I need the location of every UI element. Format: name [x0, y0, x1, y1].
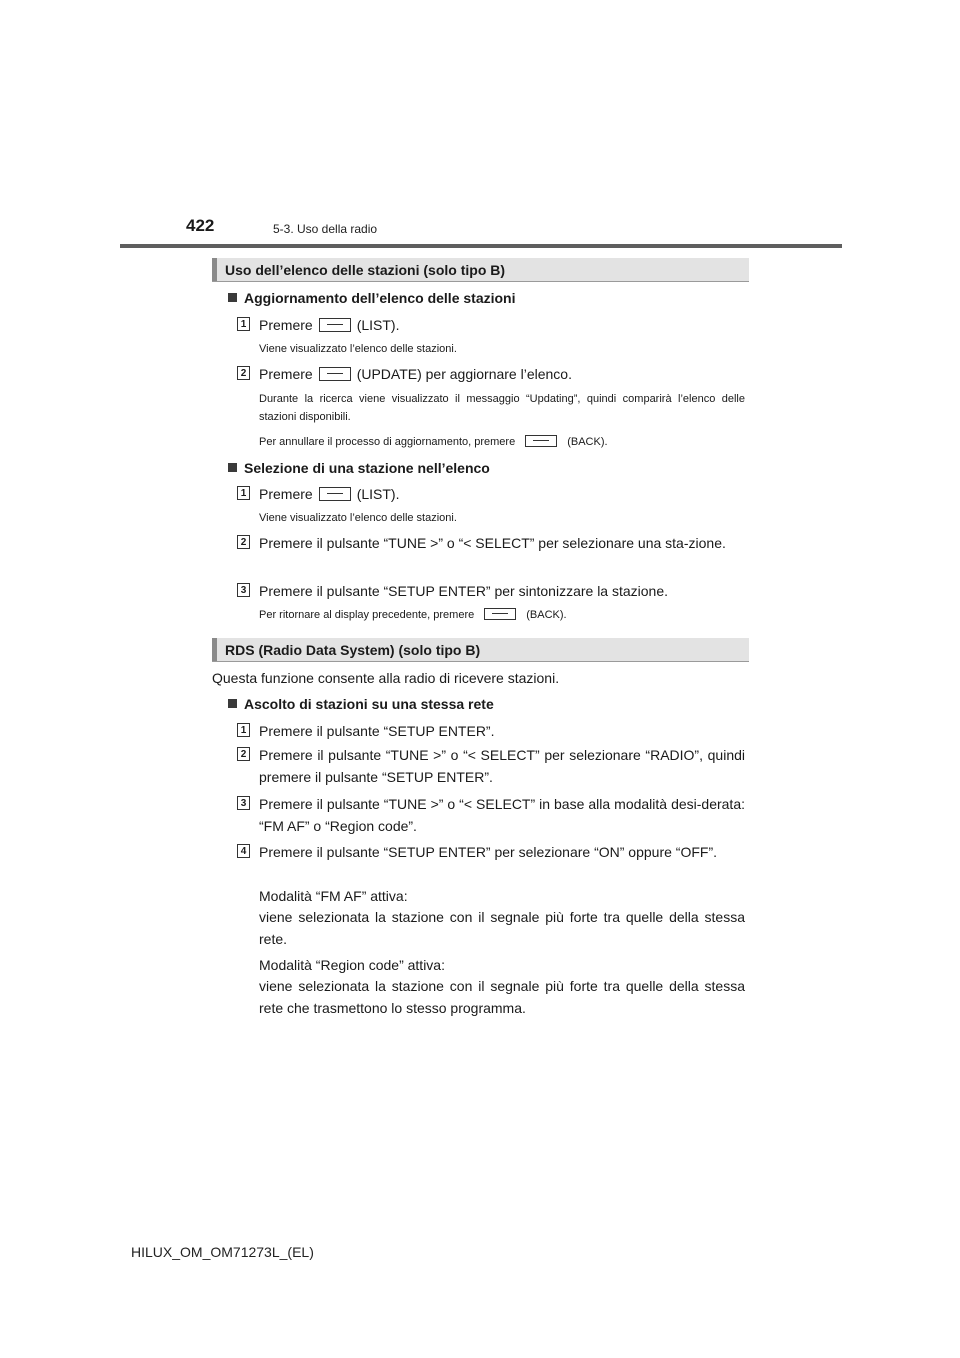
step-text-suffix: (UPDATE) per aggiornare l’elenco. — [356, 366, 572, 382]
step-number: 1 — [237, 317, 250, 331]
note-suffix: (BACK). — [526, 609, 567, 621]
step-number: 1 — [237, 486, 250, 500]
section-title: 5-3. Uso della radio — [273, 222, 378, 236]
step-text-prefix: Premere — [259, 486, 313, 502]
button-icon — [319, 318, 351, 332]
step-number: 2 — [237, 747, 250, 761]
step-text — [259, 314, 745, 336]
subheading-label: Selezione di una stazione nell’elenco — [244, 460, 490, 476]
step-text: Premere il pulsante “SETUP ENTER” per sintonizzare la stazione. — [259, 583, 669, 599]
subheading-label: Ascolto di stazioni su una stessa rete — [244, 696, 494, 712]
step-number: 1 — [237, 723, 250, 737]
note-suffix: (BACK). — [567, 436, 608, 448]
mode-fm-af-text: viene selezionata la stazione con il segnale più forte tra quelle della stessa rete. — [259, 909, 745, 947]
step-text-suffix: (LIST). — [356, 317, 400, 333]
section-header-station-list — [212, 258, 749, 282]
step-text-prefix: Premere — [259, 366, 313, 382]
note-prefix: Per annullare il processo di aggiornamento, premere — [259, 436, 516, 448]
mode-region-text: viene selezionata la stazione con il segnale più forte tra quelle della stessa rete che trasmettono lo stesso programma. — [259, 978, 745, 1016]
page-number: 422 — [186, 216, 215, 235]
button-icon — [525, 435, 557, 447]
section-header-label: Uso dell’elenco delle stazioni (solo tipo B) — [225, 262, 506, 278]
subheading-label: Aggiornamento dell’elenco delle stazioni — [244, 290, 516, 306]
section-header-label: RDS (Radio Data System) (solo tipo B) — [225, 642, 481, 658]
step-note: Viene visualizzato l’elenco delle stazioni. — [259, 343, 457, 355]
step-text-prefix: Premere — [259, 317, 313, 333]
step-text: Premere il pulsante “TUNE >” o “< SELECT” in base alla modalità desi-derata: “FM AF” o “Region code”. — [259, 796, 745, 834]
step-note: Viene visualizzato l’elenco delle stazioni. — [259, 512, 457, 524]
step-text — [259, 363, 745, 385]
intro-text: Questa funzione consente alla radio di ricevere stazioni. — [212, 670, 560, 686]
step-text — [259, 483, 745, 505]
square-bullet-icon — [228, 293, 237, 302]
step-note-cancel — [259, 433, 745, 451]
header-rule — [120, 244, 842, 248]
step-number: 2 — [237, 535, 250, 549]
step-note: Durante la ricerca viene visualizzato il messaggio “Updating”, quindi comparirà l’elenco delle stazioni disponibili. — [259, 393, 745, 423]
button-icon — [319, 367, 351, 381]
document-code: HILUX_OM_OM71273L_(EL) — [131, 1244, 314, 1260]
step-text: Premere il pulsante “TUNE >” o “< SELECT” per selezionare una sta-zione. — [259, 535, 726, 551]
step-number: 2 — [237, 366, 250, 380]
note-prefix: Per ritornare al display precedente, premere — [259, 609, 475, 621]
mode-region-title: Modalità “Region code” attiva: — [259, 957, 445, 973]
step-number: 3 — [237, 796, 250, 810]
button-icon — [319, 487, 351, 501]
step-note-back — [259, 606, 745, 624]
square-bullet-icon — [228, 699, 237, 708]
subheading-select — [228, 460, 490, 476]
subheading-update — [228, 290, 516, 306]
button-icon — [484, 608, 516, 620]
step-number: 4 — [237, 844, 250, 858]
mode-fm-af-title: Modalità “FM AF” attiva: — [259, 888, 408, 904]
step-text: Premere il pulsante “TUNE >” o “< SELECT” per selezionare “RADIO”, quindi premere il pulsante “SETUP ENTER”. — [259, 747, 745, 785]
subheading-network — [228, 696, 494, 712]
step-number: 3 — [237, 583, 250, 597]
step-text: Premere il pulsante “SETUP ENTER”. — [259, 723, 495, 739]
square-bullet-icon — [228, 463, 237, 472]
step-text: Premere il pulsante “SETUP ENTER” per selezionare “ON” oppure “OFF”. — [259, 844, 717, 860]
step-text-suffix: (LIST). — [356, 486, 400, 502]
section-header-rds — [212, 638, 749, 662]
